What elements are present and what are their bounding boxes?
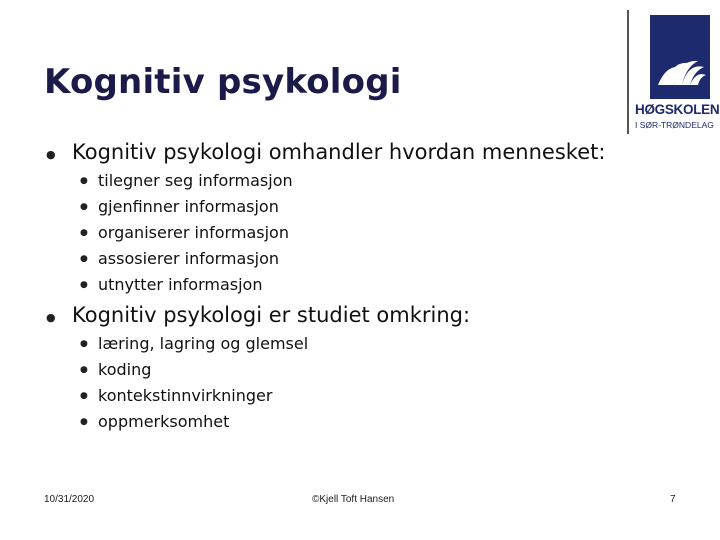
footer-author: ©Kjell Toft Hansen — [312, 494, 395, 505]
logo-name: HØGSKOLEN — [635, 102, 720, 117]
page-number: 7 — [670, 494, 676, 505]
sub-bullet-text: oppmerksomhet — [98, 412, 230, 431]
sub-bullet-text: tilegner seg informasjon — [98, 171, 293, 190]
bullet-icon: ● — [80, 339, 88, 349]
sub-bullet-text: koding — [98, 360, 152, 379]
sub-bullet-text: utnytter informasjon — [98, 275, 263, 294]
logo-subtitle: I SØR-TRØNDELAG — [635, 120, 714, 130]
slide-title: Kognitiv psykologi — [44, 62, 402, 102]
bullet-icon: ● — [80, 176, 88, 186]
bullet-text: Kognitiv psykologi er studiet omkring: — [72, 303, 471, 327]
logo-divider — [627, 10, 629, 134]
footer-date: 10/31/2020 — [44, 494, 95, 505]
bullet-icon: ● — [80, 391, 88, 401]
bullet-text: Kognitiv psykologi omhandler hvordan mennesket: — [72, 140, 606, 164]
college-logo — [620, 10, 720, 134]
sub-bullet-text: læring, lagring og glemsel — [98, 334, 309, 353]
sub-bullet-text: kontekstinnvirkninger — [98, 386, 273, 405]
sub-bullet-text: assosierer informasjon — [98, 249, 280, 268]
bullet-icon: ● — [80, 280, 88, 290]
bullet-icon: ● — [80, 254, 88, 264]
logo-emblem — [650, 15, 710, 99]
bullet-icon: ● — [46, 148, 56, 161]
sub-bullet-text: organiserer informasjon — [98, 223, 289, 242]
bullet-icon: ● — [80, 417, 88, 427]
sub-bullet-text: gjenfinner informasjon — [98, 197, 279, 216]
bullet-icon: ● — [46, 311, 56, 324]
bullet-icon: ● — [80, 228, 88, 238]
bullet-icon: ● — [80, 365, 88, 375]
bullet-icon: ● — [80, 202, 88, 212]
logo-emblem-graphic — [650, 15, 710, 99]
